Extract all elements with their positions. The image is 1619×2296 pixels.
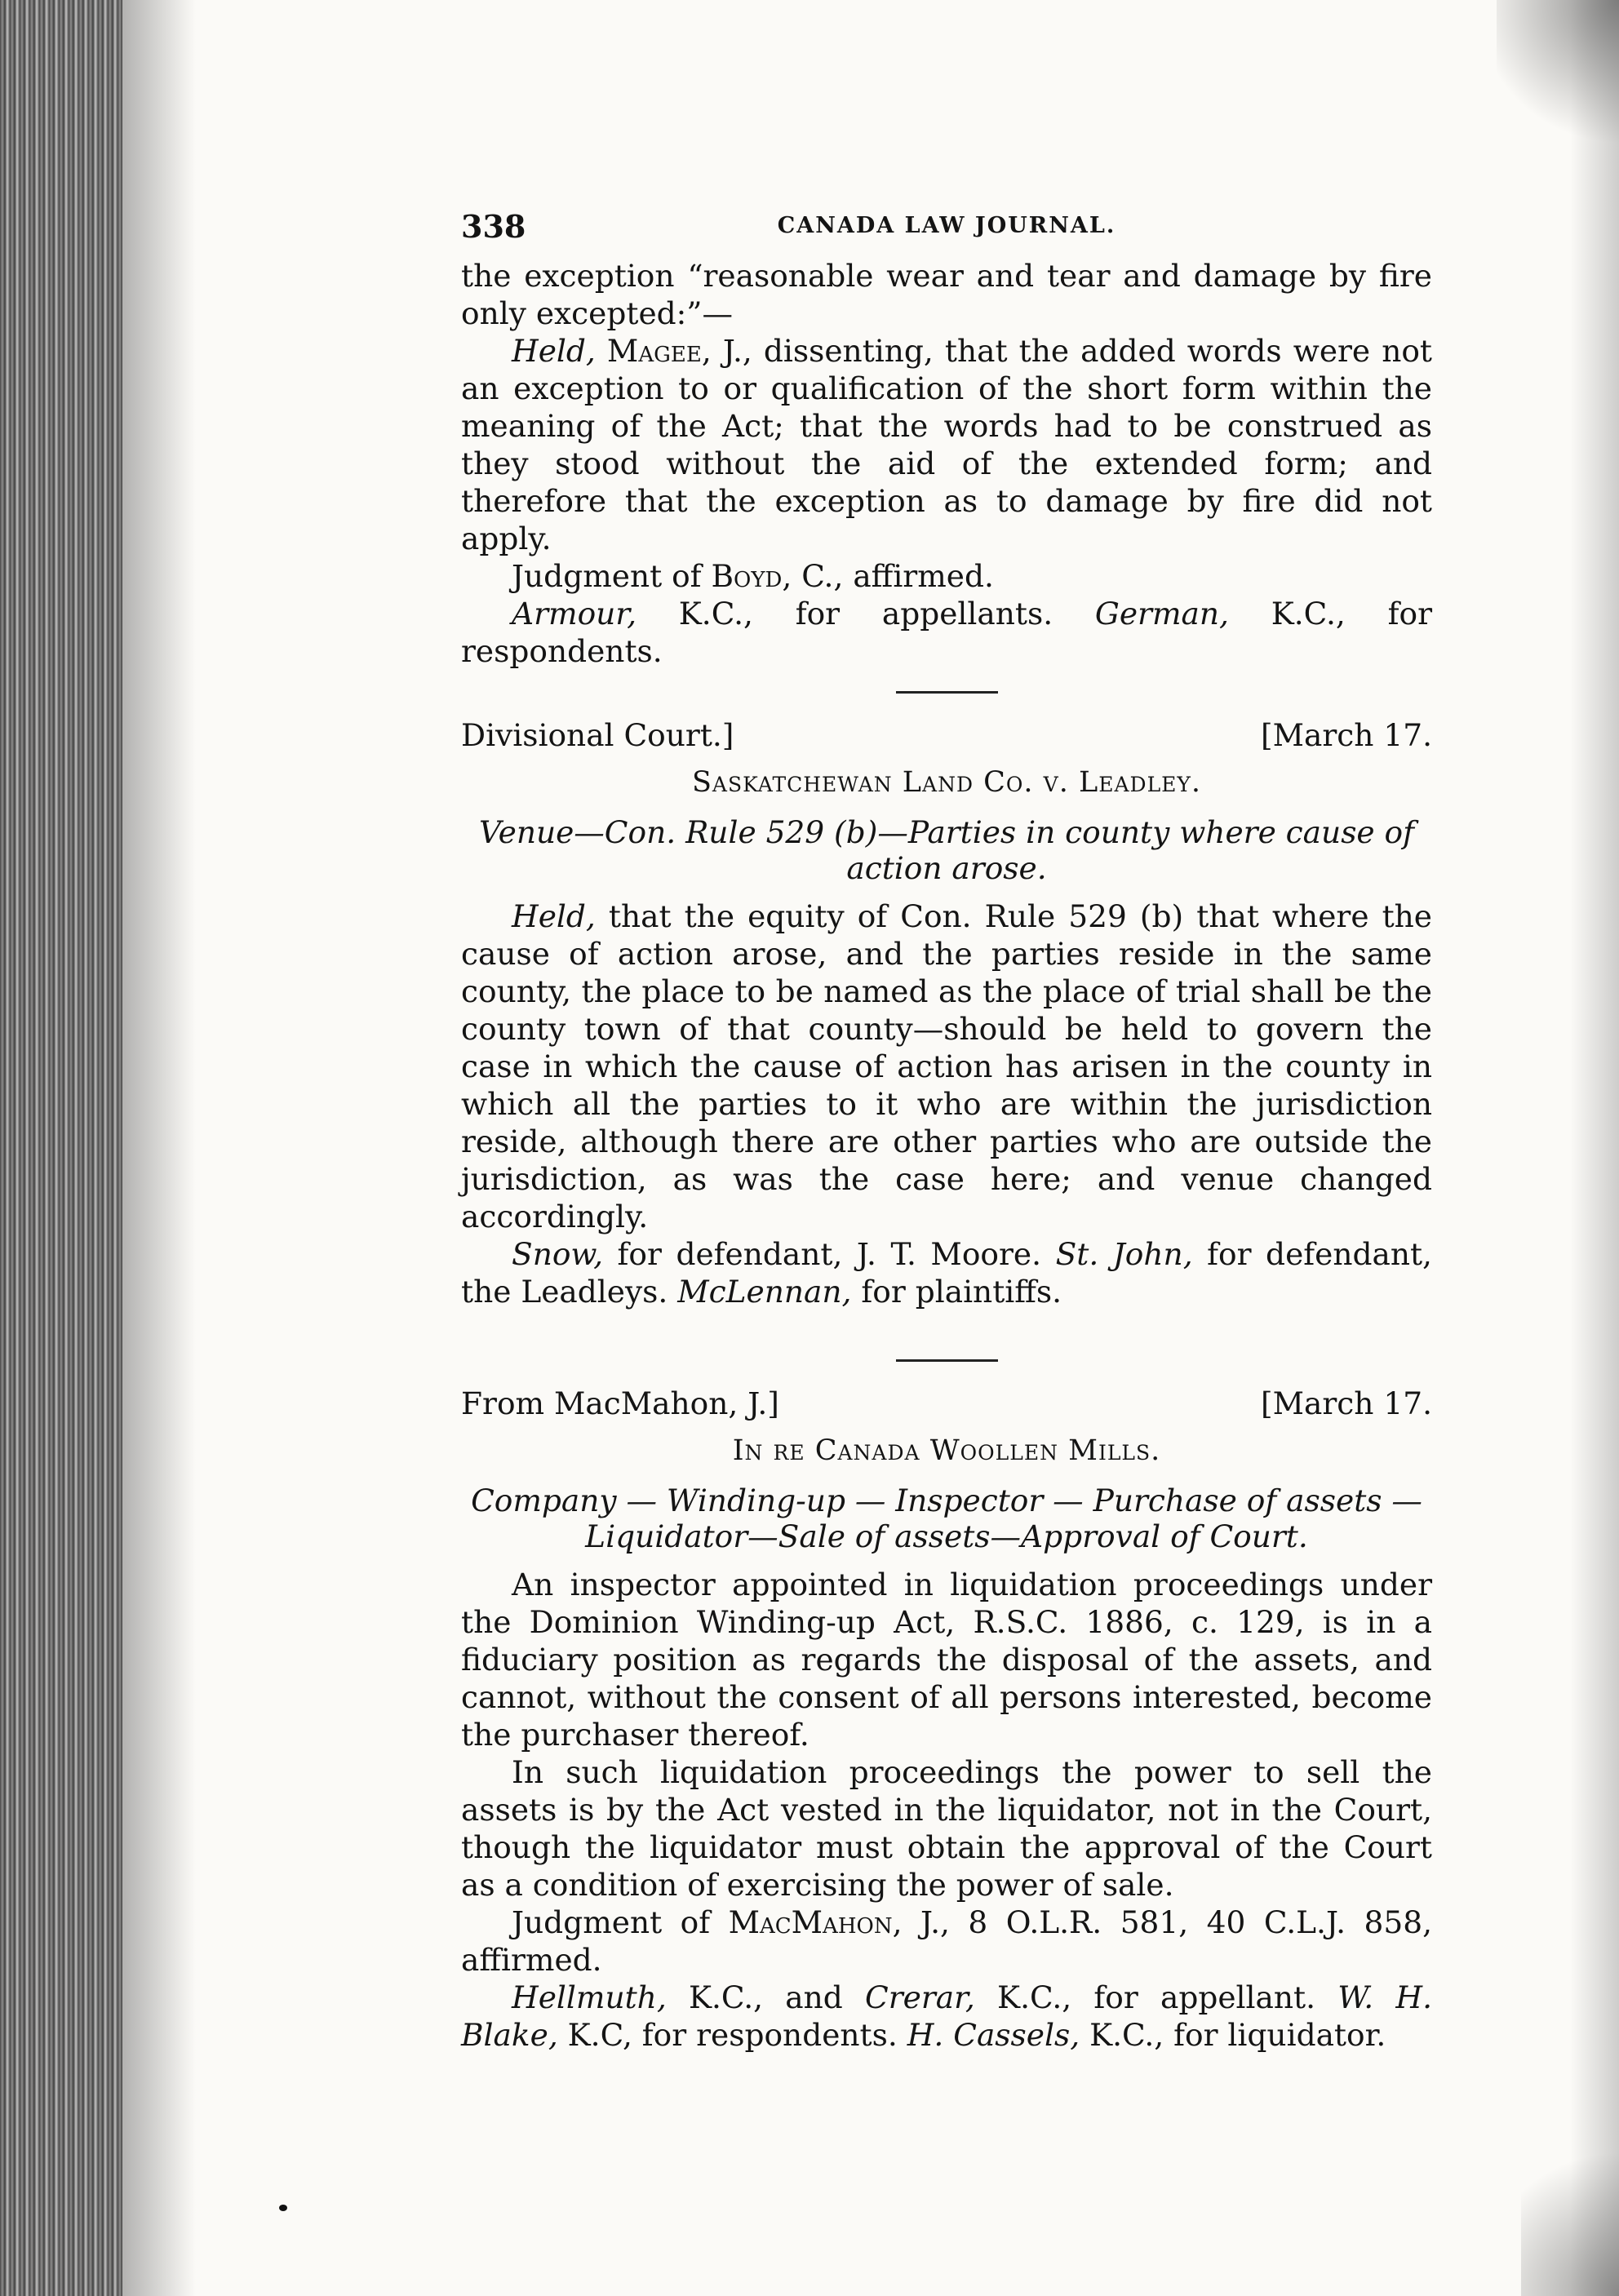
judgment-prefix: Judgment of xyxy=(512,1904,729,1940)
counsel-name: Armour, xyxy=(512,596,637,632)
headnote-line: Venue—Con. Rule 529 (b)—Parties in county where cause of xyxy=(478,814,1415,850)
case-3 xyxy=(461,1385,1432,2054)
counsel-role: K.C., for appellants. xyxy=(637,596,1095,632)
ink-speck xyxy=(279,2205,287,2211)
headnote-line: action arose. xyxy=(846,850,1047,886)
counsel-name: St. John, xyxy=(1055,1236,1193,1272)
page-edge-shadow xyxy=(1570,0,1619,2296)
case-3-paragraph: In such liquidation proceedings the power to sell the assets is by the Act vested in the liquidator, not in the Court, though the liquidator must obtain the approval of the Court as a condition of exercising the power of sale. xyxy=(461,1754,1432,1903)
counsel-role: for plaintiffs. xyxy=(851,1274,1062,1310)
counsel-role: K.C, for respondents. xyxy=(557,2017,907,2053)
page-number: 338 xyxy=(461,208,526,245)
page-text xyxy=(461,208,1432,2054)
court-name: Divisional Court.] xyxy=(461,717,734,753)
case-1-continued xyxy=(461,257,1432,670)
counsel-role: K.C., for liquidator. xyxy=(1080,2017,1386,2053)
section-divider xyxy=(896,1359,998,1362)
case-3-counsel xyxy=(461,1979,1432,2054)
case-2 xyxy=(461,716,1432,1310)
decision-date: [March 17. xyxy=(1260,1385,1432,1421)
held-text: , J., dissenting, that the added words were not an exception to or qualification of the short form within the meaning of the Act; that the words had to be construed as they stood without the aid of the extended form; and therefore that the exception as to damage by fire did not apply. xyxy=(461,333,1433,556)
judgment-suffix: , J., 8 O.L.R. 581, 40 C.L.J. 858, affirmed. xyxy=(461,1904,1432,1978)
counsel-name: Snow, xyxy=(512,1236,603,1272)
headnote-line: Liquidator—Sale of assets—Approval of Court. xyxy=(585,1518,1308,1554)
page-corner-wear xyxy=(1521,2116,1619,2296)
counsel-role: for defendant, the Leadleys. xyxy=(461,1236,1432,1310)
judge-name: Boyd xyxy=(711,558,783,594)
case-title: Saskatchewan Land Co. v. Leadley. xyxy=(691,766,1202,799)
counsel-role: K.C., and xyxy=(666,1979,866,2015)
page-corner-wear xyxy=(1497,0,1619,163)
court-line xyxy=(461,1385,1432,1422)
case-3-judgment xyxy=(461,1904,1432,1979)
case-title: In re Canada Woollen Mills. xyxy=(732,1434,1161,1467)
case-3-paragraph: An inspector appointed in liquidation proceedings under the Dominion Winding-up Act, R.S.C. 1886, c. 129, is in a fiduciary position as regards the disposal of the assets, and cannot, without the consent of all persons interested, become the purchaser thereof. xyxy=(461,1567,1432,1753)
headnote xyxy=(461,814,1432,886)
counsel-name: McLennan, xyxy=(677,1274,852,1310)
counsel-name: Crerar, xyxy=(865,1979,975,2015)
held-text: that the equity of Con. Rule 529 (b) that where the cause of action arose, and the parties reside in the same county, the place to be named as the place of trial shall be the county town of that county—should be held to govern the case in which the cause of action has arisen in the county in which all the parties to it who are within the jurisdiction reside, although there are other parties who are outside the jurisdiction, as was the case here; and venue changed accordingly. xyxy=(461,898,1432,1234)
case-1-judgment xyxy=(461,557,1432,595)
counsel-name: German, xyxy=(1094,596,1229,632)
running-head: CANADA LAW JOURNAL. xyxy=(777,213,1116,238)
counsel-role: K.C., for respondents. xyxy=(461,596,1432,669)
counsel-name: Hellmuth, xyxy=(512,1979,667,2015)
headnote-line: Company — Winding-up — Inspector — Purchase of assets — xyxy=(471,1483,1422,1518)
headnote xyxy=(461,1483,1432,1554)
case-1-paragraph: the exception “reasonable wear and tear and damage by fire only excepted:”— xyxy=(461,258,1432,331)
counsel-name: W. H. Blake, xyxy=(461,1979,1432,2053)
binding-shadow xyxy=(122,0,196,2296)
counsel-name: H. Cassels, xyxy=(907,2017,1080,2053)
judgment-prefix: Judgment of xyxy=(512,558,712,594)
case-1-held xyxy=(461,332,1432,557)
judgment-suffix: , C., affirmed. xyxy=(782,558,994,594)
court-line xyxy=(461,716,1432,754)
court-name: From MacMahon, J.] xyxy=(461,1385,779,1421)
section-divider xyxy=(896,691,998,694)
case-2-held xyxy=(461,898,1432,1235)
judge-name: MacMahon xyxy=(728,1904,893,1940)
counsel-role: K.C., for appellant. xyxy=(974,1979,1338,2015)
case-2-counsel xyxy=(461,1235,1432,1310)
case-1-counsel xyxy=(461,595,1432,670)
counsel-role: for defendant, J. T. Moore. xyxy=(603,1236,1056,1272)
held-word: Held, xyxy=(512,898,596,934)
page-header xyxy=(461,208,1432,257)
judge-name: Magee xyxy=(606,333,702,369)
held-word: Held, xyxy=(512,333,596,369)
book-binding-edge xyxy=(0,0,122,2296)
decision-date: [March 17. xyxy=(1260,717,1432,753)
